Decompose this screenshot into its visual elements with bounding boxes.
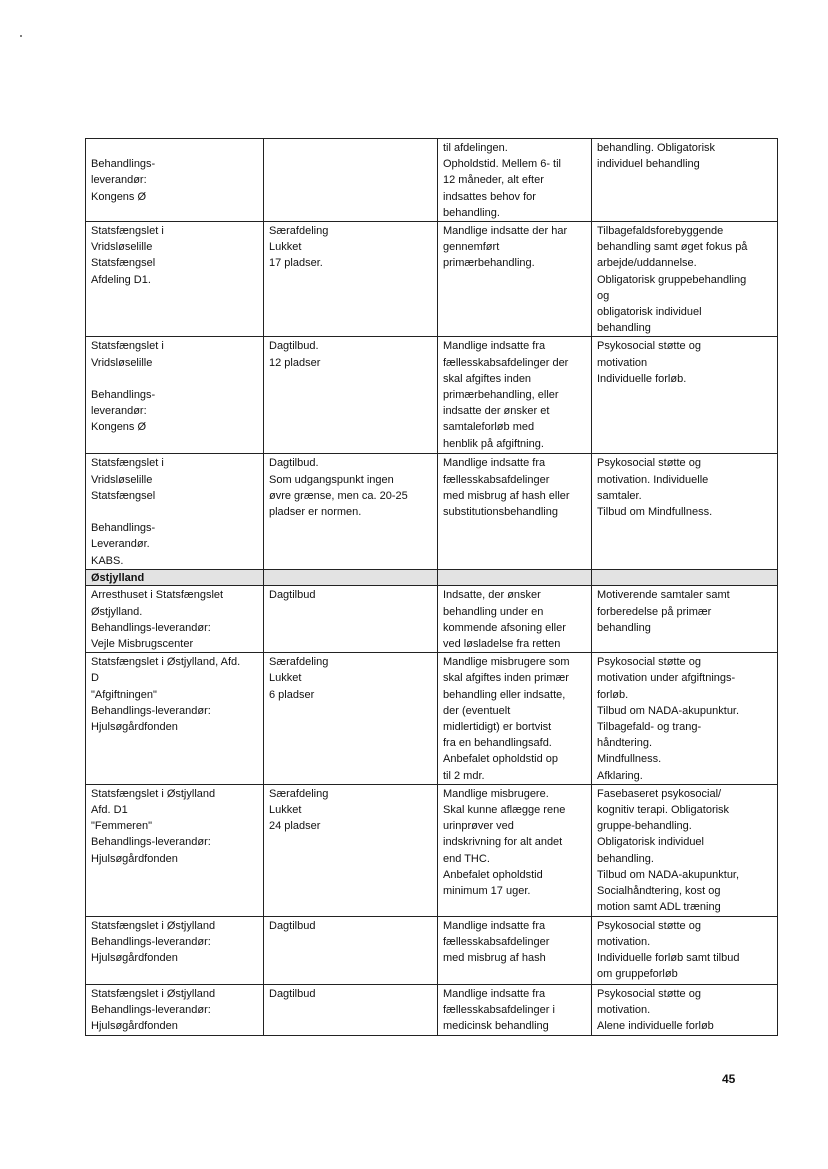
table-cell-target-group: Mandlige indsatte fra fællesskabsafdelinger med misbrug af hash eller substitutionsbehandling	[438, 454, 592, 570]
table-cell-target-group: Mandlige indsatte fra fællesskabsafdelinger i medicinsk behandling	[438, 984, 592, 1035]
table-cell-institution: Statsfængslet i Østjylland Behandlings-leverandør: Hjulsøgårdfonden	[86, 984, 264, 1035]
table-cell-type: Dagtilbud	[264, 916, 438, 984]
table-row	[86, 984, 778, 1035]
table-cell-content: behandling. Obligatorisk individuel behandling	[592, 139, 778, 222]
table-cell-type: Særafdeling Lukket 17 pladser.	[264, 222, 438, 337]
scan-speck	[20, 35, 22, 37]
table-cell-target-group: Indsatte, der ønsker behandling under en kommende afsoning eller ved løsladelse fra retten	[438, 586, 592, 653]
table-cell-institution: Statsfængslet i Østjylland Behandlings-leverandør: Hjulsøgårdfonden	[86, 916, 264, 984]
table-cell-institution: Statsfængslet i Vridsløselille Statsfængsel Behandlings- Leverandør. KABS.	[86, 454, 264, 570]
table-cell-target-group: Mandlige misbrugere. Skal kunne aflægge rene urinprøver ved indskrivning for alt andet end THC. Anbefalet opholdstid minimum 17 uger.	[438, 784, 592, 916]
table-cell-target-group: til afdelingen. Opholdstid. Mellem 6- til 12 måneder, alt efter indsattes behov for behandling.	[438, 139, 592, 222]
table-cell-target-group: Mandlige indsatte der har gennemført primærbehandling.	[438, 222, 592, 337]
table-cell-content: Psykosocial støtte og motivation. Alene individuelle forløb	[592, 984, 778, 1035]
table-cell-institution: Statsfængslet i Østjylland, Afd. D "Afgiftningen" Behandlings-leverandør: Hjulsøgårdfonden	[86, 653, 264, 785]
treatment-table	[85, 138, 778, 1036]
table-cell-content: Psykosocial støtte og motivation. Individuelle forløb samt tilbud om gruppeforløb	[592, 916, 778, 984]
region-empty-cell	[264, 570, 438, 586]
table-cell-target-group: Mandlige indsatte fra fællesskabsafdelinger med misbrug af hash	[438, 916, 592, 984]
table-cell-institution: Behandlings- leverandør: Kongens Ø	[86, 139, 264, 222]
table-cell-content: Motiverende samtaler samt forberedelse på primær behandling	[592, 586, 778, 653]
table-cell-institution: Statsfængslet i Vridsløselille Statsfængsel Afdeling D1.	[86, 222, 264, 337]
table-row	[86, 586, 778, 653]
table-cell-type: Dagtilbud. Som udgangspunkt ingen øvre grænse, men ca. 20-25 pladser er normen.	[264, 454, 438, 570]
table-row	[86, 139, 778, 222]
region-header-row	[86, 570, 778, 586]
region-empty-cell	[438, 570, 592, 586]
page-number: 45	[722, 1072, 736, 1086]
table-cell-type: Dagtilbud	[264, 586, 438, 653]
table-cell-type: Dagtilbud. 12 pladser	[264, 337, 438, 454]
region-empty-cell	[592, 570, 778, 586]
table-cell-content: Psykosocial støtte og motivation. Individuelle samtaler. Tilbud om Mindfullness.	[592, 454, 778, 570]
table-cell-institution: Arresthuset i Statsfængslet Østjylland. Behandlings-leverandør: Vejle Misbrugscenter	[86, 586, 264, 653]
table-row	[86, 222, 778, 337]
table-row	[86, 337, 778, 454]
table-cell-institution: Statsfængslet i Vridsløselille Behandlings- leverandør: Kongens Ø	[86, 337, 264, 454]
table-cell-content: Psykosocial støtte og motivation under afgiftnings- forløb. Tilbud om NADA-akupunktur. Tilbagefald- og trang- håndtering. Mindfullness. Afklaring.	[592, 653, 778, 785]
table-row	[86, 784, 778, 916]
table-row	[86, 653, 778, 785]
table-cell-content: Fasebaseret psykosocial/ kognitiv terapi. Obligatorisk gruppe-behandling. Obligatorisk individuel behandling. Tilbud om NADA-akupunktur, Socialhåndtering, kost og motion samt ADL træning	[592, 784, 778, 916]
table-cell-type: Særafdeling Lukket 6 pladser	[264, 653, 438, 785]
table-cell-content: Tilbagefaldsforebyggende behandling samt øget fokus på arbejde/uddannelse. Obligatorisk gruppebehandling og obligatorisk individuel behandling	[592, 222, 778, 337]
table-cell-target-group: Mandlige indsatte fra fællesskabsafdelinger der skal afgiftes inden primærbehandling, eller indsatte der ønsker et samtaleforløb med henblik på afgiftning.	[438, 337, 592, 454]
table-cell-type: Dagtilbud	[264, 984, 438, 1035]
table-cell-institution: Statsfængslet i Østjylland Afd. D1 "Femmeren" Behandlings-leverandør: Hjulsøgårdfonden	[86, 784, 264, 916]
table-cell-type	[264, 139, 438, 222]
table-cell-target-group: Mandlige misbrugere som skal afgiftes inden primær behandling eller indsatte, der (eventuelt midlertidigt) er bortvist fra en behandlingsafd. Anbefalet opholdstid op til 2 mdr.	[438, 653, 592, 785]
table-cell-content: Psykosocial støtte og motivation Individuelle forløb.	[592, 337, 778, 454]
table-row	[86, 916, 778, 984]
region-label: Østjylland	[86, 570, 264, 586]
table-cell-type: Særafdeling Lukket 24 pladser	[264, 784, 438, 916]
table-row	[86, 454, 778, 570]
